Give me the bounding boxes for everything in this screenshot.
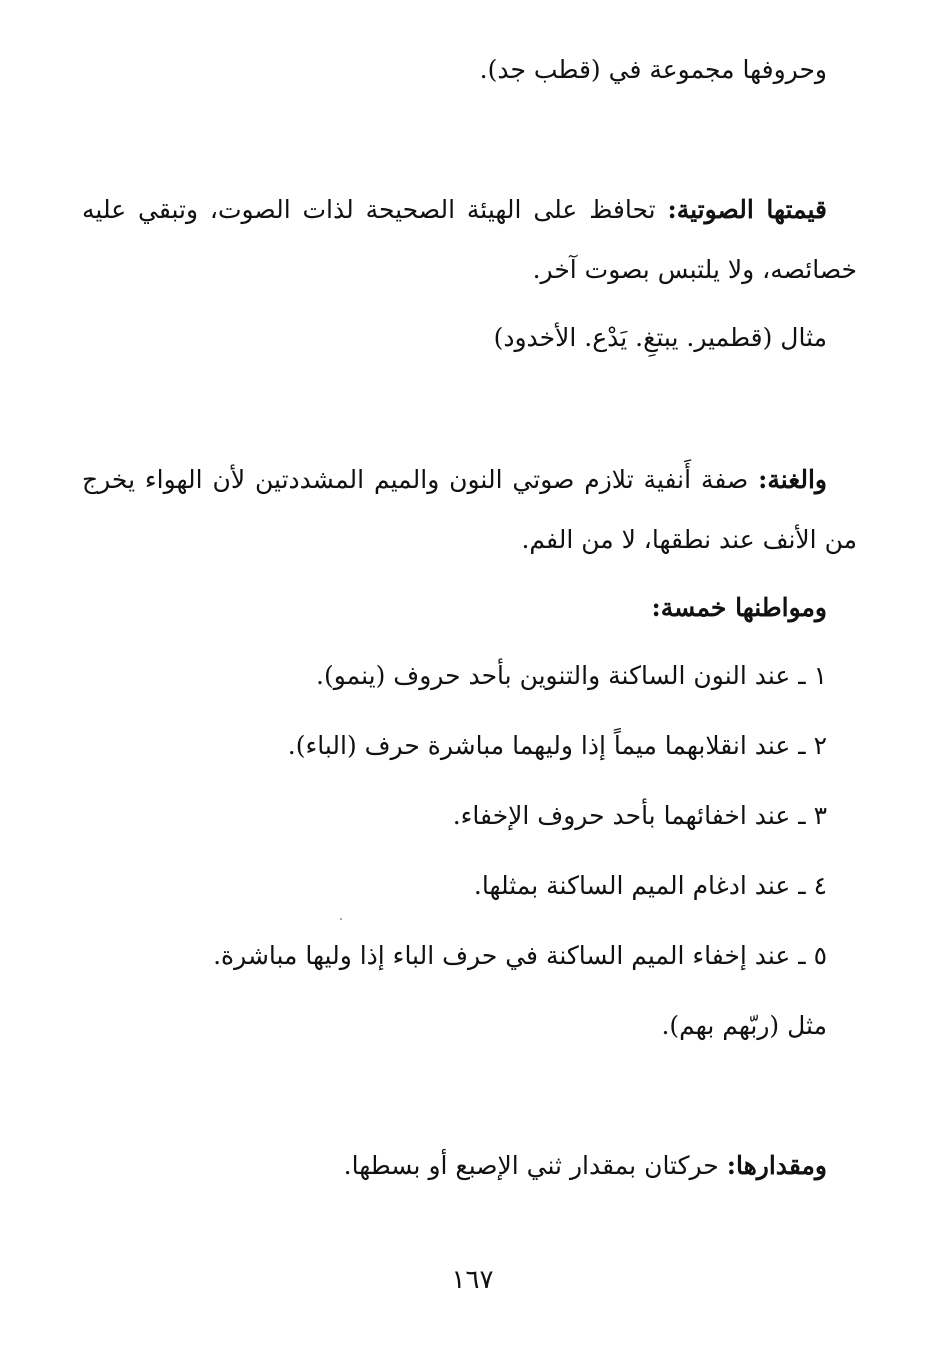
page-number: ١٦٧ [451,1265,494,1295]
ghunnah-line-1 [82,462,827,498]
measure-line [80,1148,827,1184]
ghunnah-label: والغنة: [758,465,827,494]
phonetic-value-label: قيمتها الصوتية: [667,195,827,224]
speck-mark [340,918,342,920]
letters-line: وحروفها مجموعة في (قطب جد). [479,55,827,84]
list-item: ١ ـ عند النون الساكنة والتنوين بأحد حروف (ينمو). [316,661,827,690]
places-heading: ومواطنها خمسة: [651,593,827,622]
measure-text: حركتان بمقدار ثني الإصبع أو بسطها. [343,1151,719,1180]
ghunnah-line-2: من الأنف عند نطقها، لا من الفم. [521,525,857,554]
example2-line: مثل (ربّهم بهم). [661,1011,827,1040]
example-line: مثال (قطمير. يبتغِ. يَدْع. الأخدود) [493,323,827,352]
ghunnah-text-1: صفة أَنفية تلازم صوتي النون والميم المشددتين لأن الهواء يخرج [82,465,749,494]
list-item: ٥ ـ عند إخفاء الميم الساكنة في حرف الباء إذا وليها مباشرة. [213,941,827,970]
phonetic-value-text-1: تحافظ على الهيئة الصحيحة لذات الصوت، وتبقي عليه [82,195,656,224]
phonetic-value-line-2: خصائصه، ولا يلتبس بصوت آخر. [532,255,857,284]
measure-label: ومقدارها: [726,1151,827,1180]
list-item: ٣ ـ عند اخفائهما بأحد حروف الإخفاء. [452,801,827,830]
list-item: ٤ ـ عند ادغام الميم الساكنة بمثلها. [473,871,827,900]
list-item: ٢ ـ عند انقلابهما ميماً إذا وليهما مباشرة حرف (الباء). [287,731,827,760]
phonetic-value-line-1 [82,192,827,228]
